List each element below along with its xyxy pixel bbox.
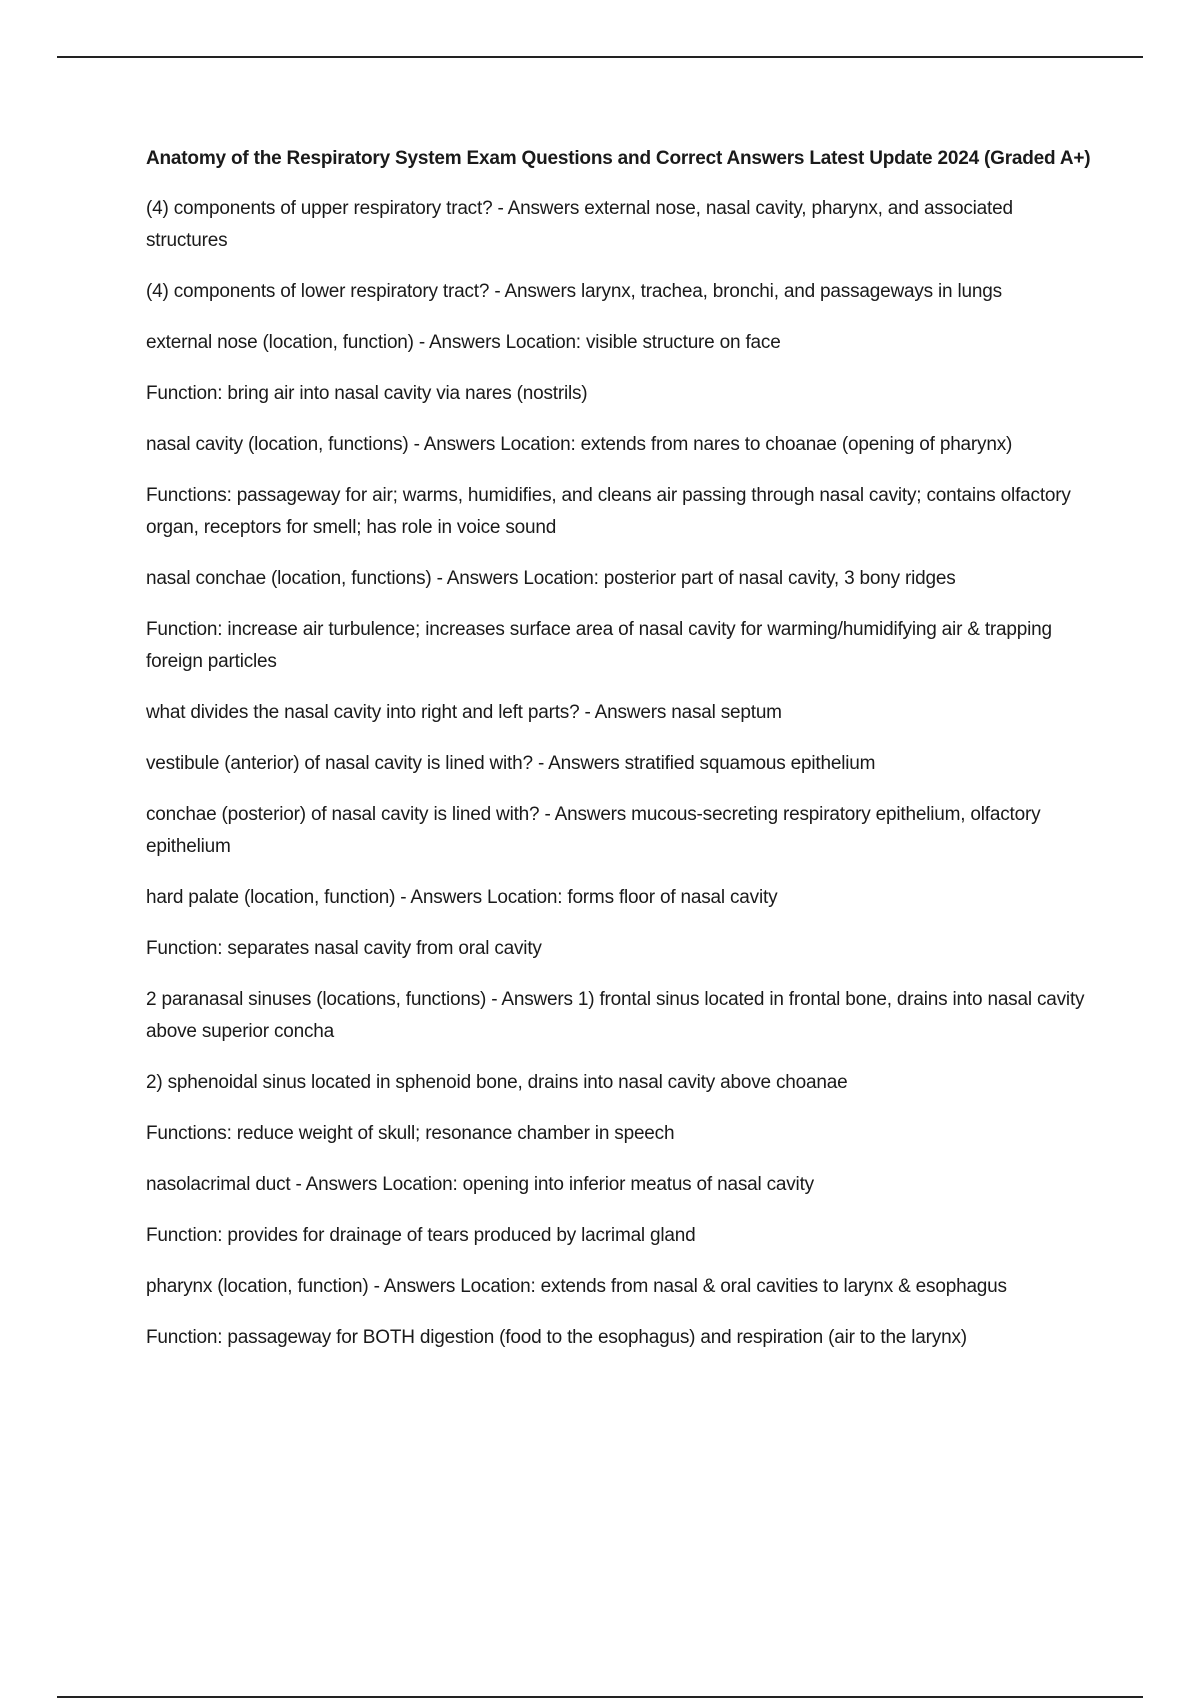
qa-entry: Function: increase air turbulence; increases surface area of nasal cavity for warming/humidifying air & trapping foreign particles xyxy=(146,619,1052,672)
qa-entry: vestibule (anterior) of nasal cavity is lined with? - Answers stratified squamous epithelium xyxy=(146,753,876,774)
qa-entry: (4) components of lower respiratory tract? - Answers larynx, trachea, bronchi, and passageways in lungs xyxy=(146,281,1002,302)
footer-rule xyxy=(57,1696,1143,1698)
qa-entry: nasal cavity (location, functions) - Answers Location: extends from nares to choanae (opening of pharynx) xyxy=(146,434,1013,455)
qa-entry: Function: separates nasal cavity from oral cavity xyxy=(146,938,542,959)
qa-entry: Function: bring air into nasal cavity via nares (nostrils) xyxy=(146,383,588,404)
document-body xyxy=(146,143,1096,1373)
qa-entry: nasolacrimal duct - Answers Location: opening into inferior meatus of nasal cavity xyxy=(146,1174,814,1195)
qa-entry: conchae (posterior) of nasal cavity is lined with? - Answers mucous-secreting respiratory epithelium, olfactory epithelium xyxy=(146,804,1041,857)
qa-entry: what divides the nasal cavity into right and left parts? - Answers nasal septum xyxy=(146,702,782,723)
qa-entry: Functions: passageway for air; warms, humidifies, and cleans air passing through nasal cavity; contains olfactory organ, receptors for smell; has role in voice sound xyxy=(146,485,1071,538)
header-rule xyxy=(57,56,1143,58)
qa-entry: pharynx (location, function) - Answers Location: extends from nasal & oral cavities to larynx & esophagus xyxy=(146,1276,1007,1297)
qa-entry: Functions: reduce weight of skull; resonance chamber in speech xyxy=(146,1123,675,1144)
qa-entry: hard palate (location, function) - Answers Location: forms floor of nasal cavity xyxy=(146,887,778,908)
qa-entry: Function: passageway for BOTH digestion (food to the esophagus) and respiration (air to the larynx) xyxy=(146,1327,967,1348)
document-title: Anatomy of the Respiratory System Exam Questions and Correct Answers Latest Update 2024 (Graded A+) xyxy=(146,148,1091,169)
qa-entry: (4) components of upper respiratory tract? - Answers external nose, nasal cavity, pharynx, and associated structures xyxy=(146,198,1013,251)
qa-entry: external nose (location, function) - Answers Location: visible structure on face xyxy=(146,332,781,353)
qa-entry: nasal conchae (location, functions) - Answers Location: posterior part of nasal cavity, 3 bony ridges xyxy=(146,568,956,589)
qa-entry: Function: provides for drainage of tears produced by lacrimal gland xyxy=(146,1225,696,1246)
qa-entry: 2) sphenoidal sinus located in sphenoid bone, drains into nasal cavity above choanae xyxy=(146,1072,848,1093)
qa-entry: 2 paranasal sinuses (locations, functions) - Answers 1) frontal sinus located in frontal bone, drains into nasal cavity above superior concha xyxy=(146,989,1085,1042)
